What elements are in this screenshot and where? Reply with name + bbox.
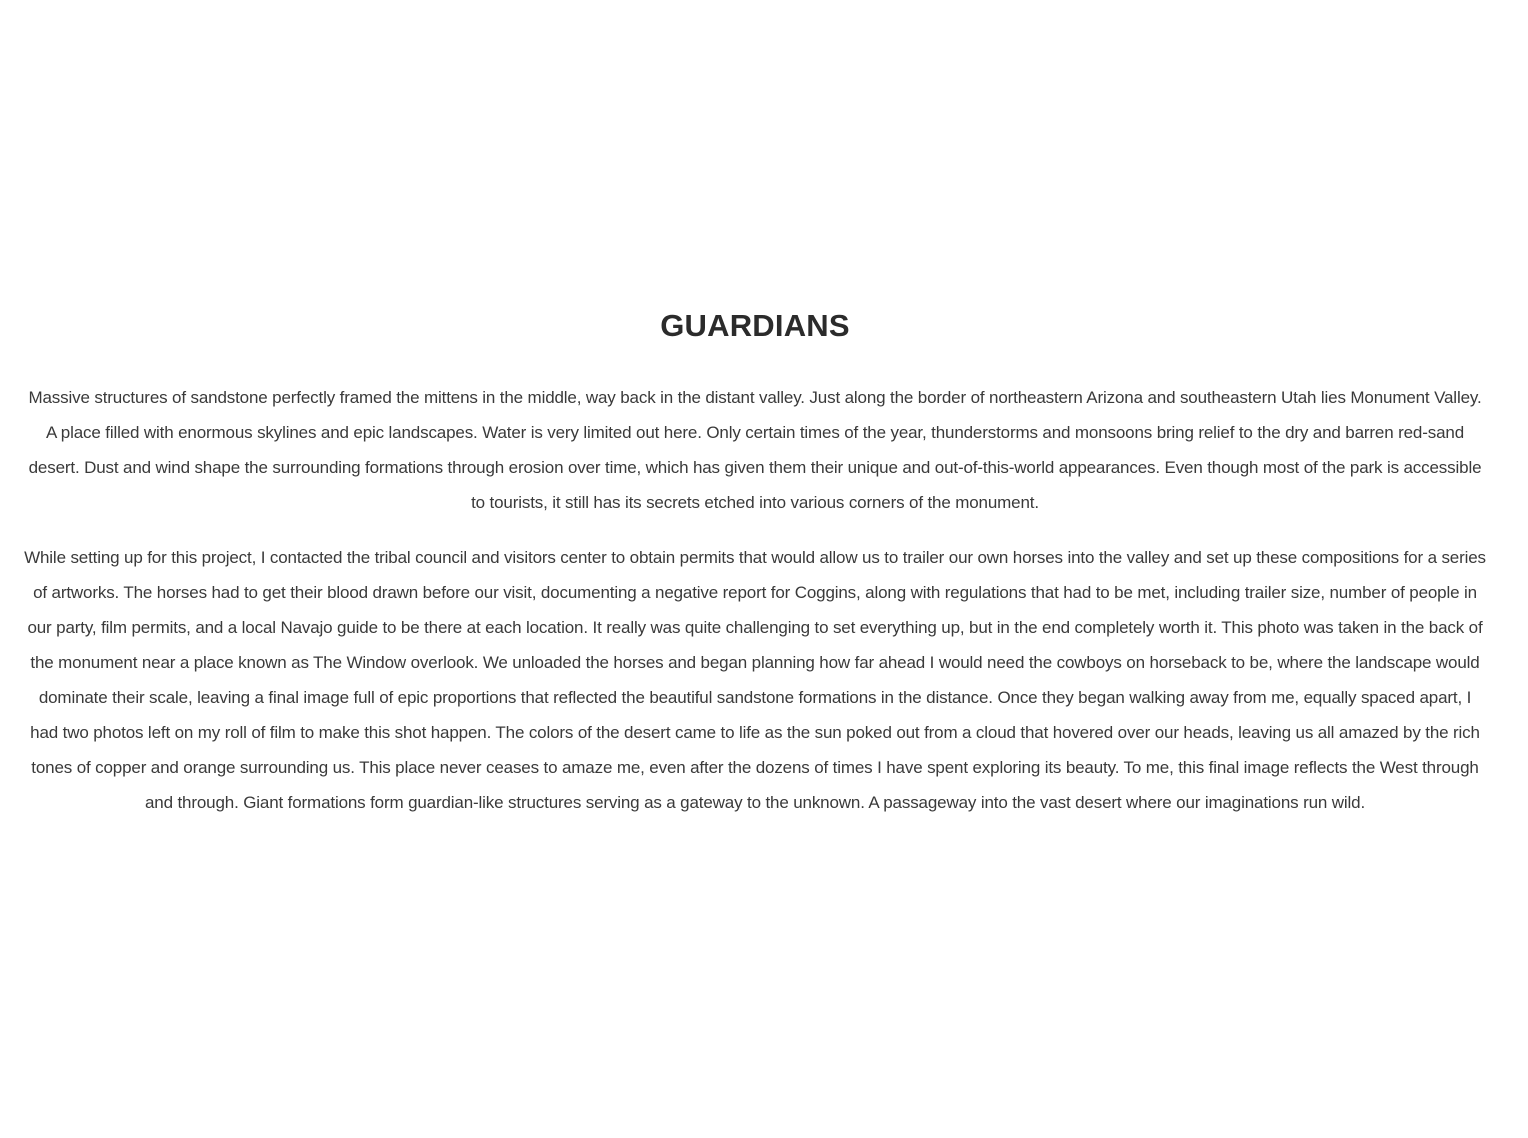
page-title: GUARDIANS [660,308,850,343]
intro-paragraph: Massive structures of sandstone perfectly framed the mittens in the middle, way back in the distant valley. Just along the border of northeastern Arizona and southeastern Utah lies Monument Valley. A place filled with enormous skylines and epic landscapes. Water is very limited out here. Only certain times of the year, thunderstorms and monsoons bring relief to the dry and barren red-sand desert. Dust and wind shape the surrounding formations through erosion over time, which has given them their unique and out-of-this-world appearances. Even though most of the park is accessible to tourists, it still has its secrets etched into various corners of the monument. [28,388,1482,512]
story-paragraph: While setting up for this project, I contacted the tribal council and visitors center to obtain permits that would allow us to trailer our own horses into the valley and set up these compositions for a series of artworks. The horses had to get their blood drawn before our visit, documenting a negative report for Coggins, along with regulations that had to be met, including trailer size, number of people in our party, film permits, and a local Navajo guide to be there at each location. It really was quite challenging to set everything up, but in the end completely worth it. This photo was taken in the back of the monument near a place known as The Window overlook. We unloaded the horses and began planning how far ahead I would need the cowboys on horseback to be, where the landscape would dominate their scale, leaving a final image full of epic proportions that reflected the beautiful sandstone formations in the distance. Once they began walking away from me, equally spaced apart, I had two photos left on my roll of film to make this shot happen. The colors of the desert came to life as the sun poked out from a cloud that hovered over our heads, leaving us all amazed by the rich tones of copper and orange surrounding us. This place never ceases to amaze me, even after the dozens of times I have spent exploring its beauty. To me, this final image reflects the West through and through. Giant formations form guardian-like structures serving as a gateway to the unknown. A passageway into the vast desert where our imaginations run wild. [24,548,1486,812]
article-content [24,300,1486,840]
